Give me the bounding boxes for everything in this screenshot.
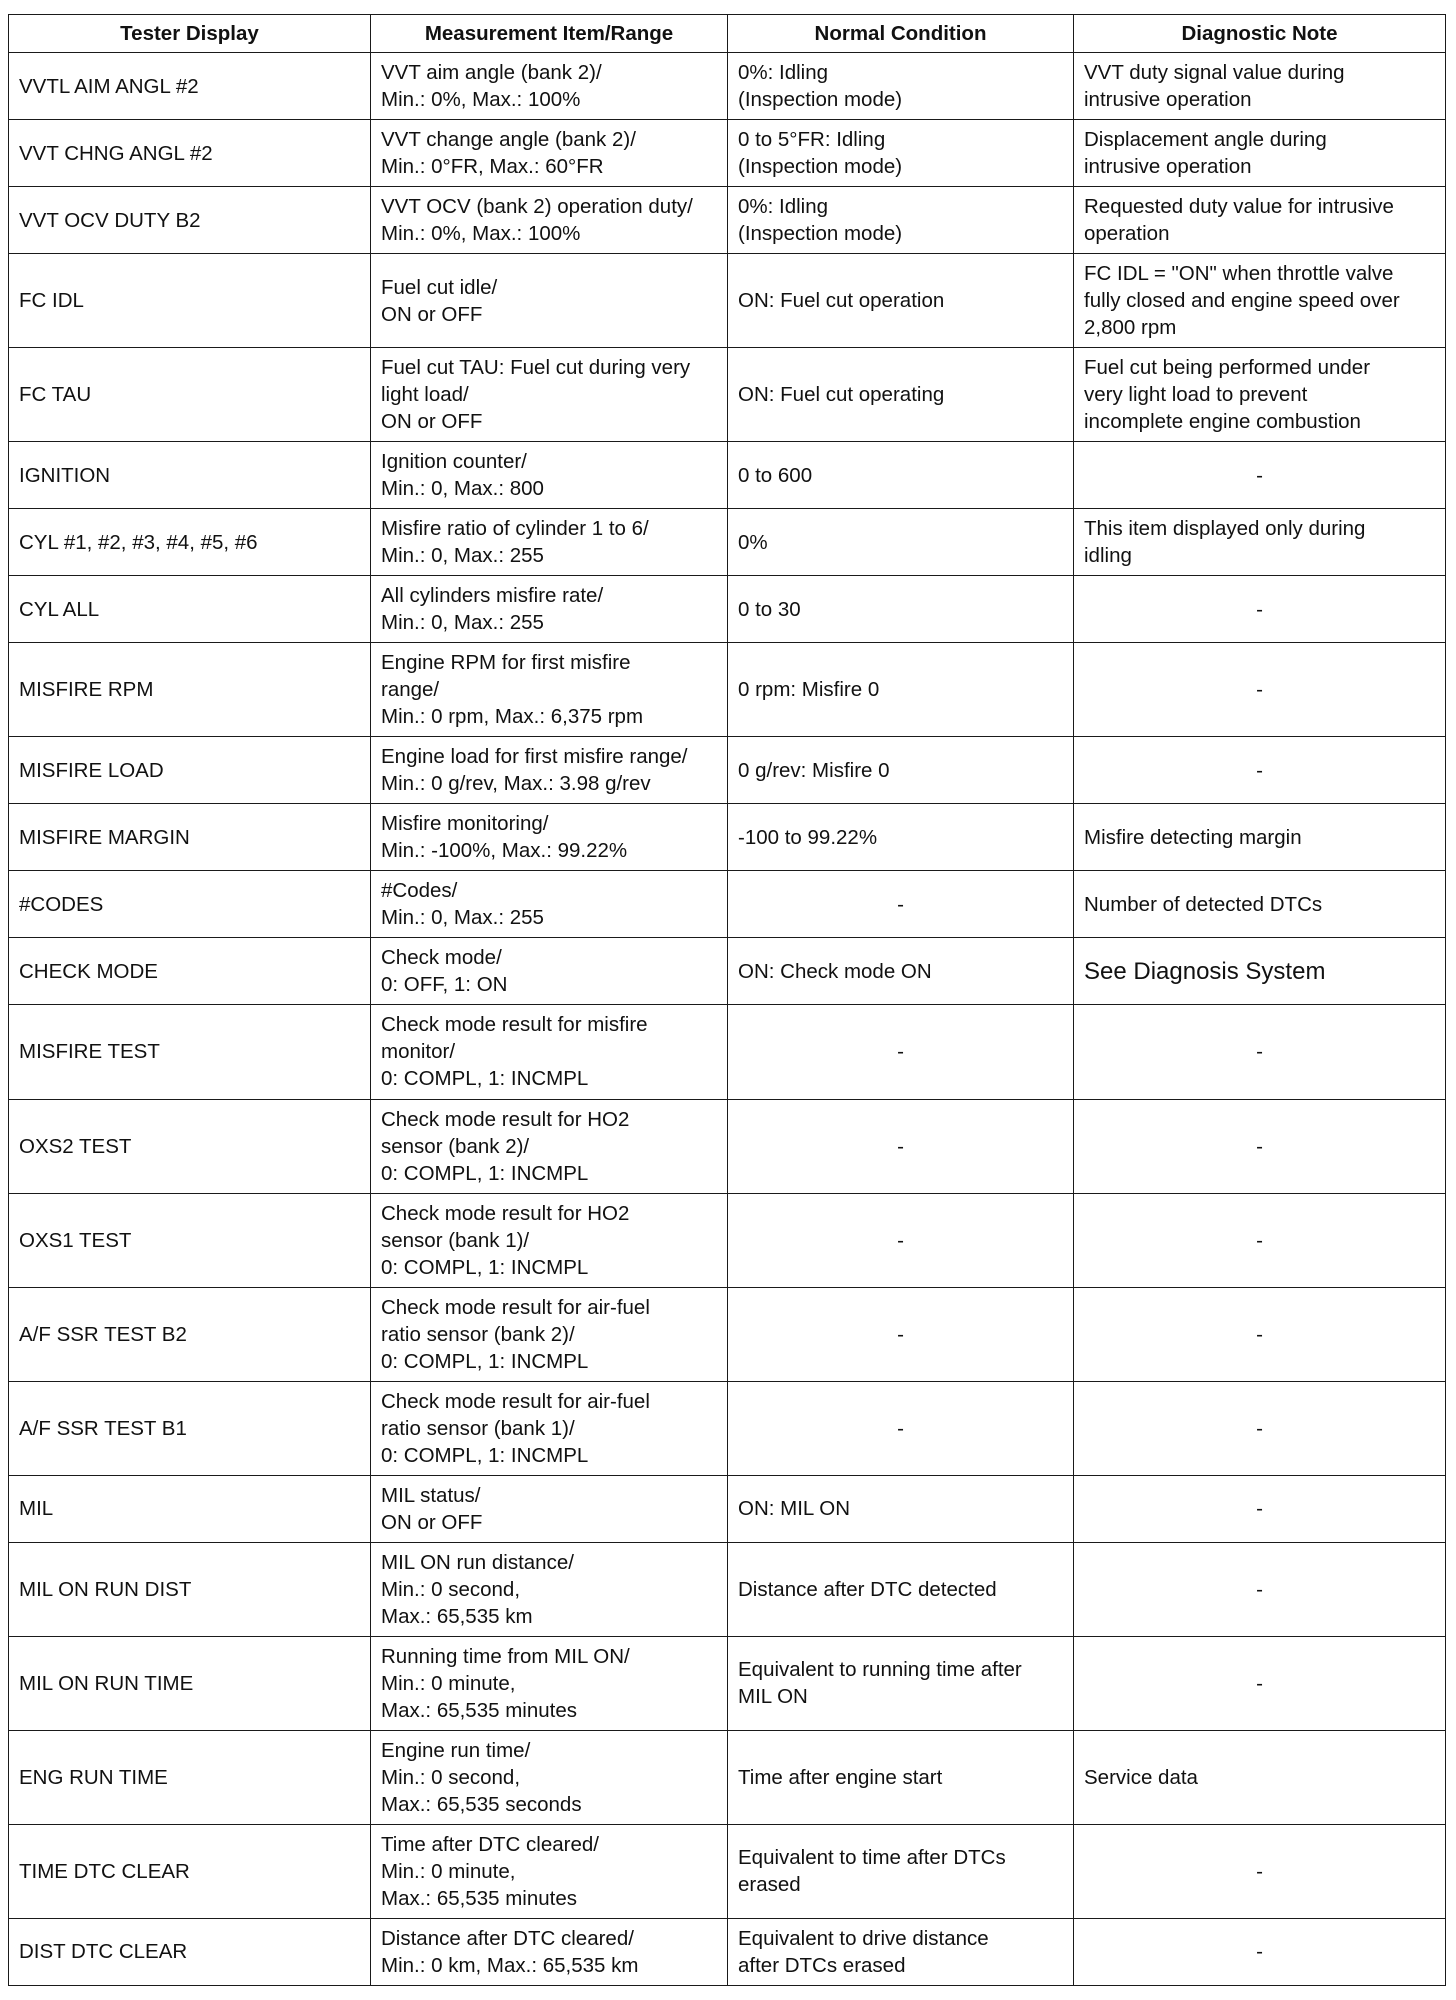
cell-tester-display: TIME DTC CLEAR: [9, 1824, 371, 1918]
cell-measurement-range: VVT OCV (bank 2) operation duty/ Min.: 0%, Max.: 100%: [371, 187, 728, 254]
cell-measurement-range: Check mode result for air-fuel ratio sensor (bank 1)/ 0: COMPL, 1: INCMPL: [371, 1381, 728, 1475]
cell-diagnostic-note: FC IDL = "ON" when throttle valve fully closed and engine speed over 2,800 rpm: [1074, 254, 1446, 348]
cell-measurement-range: Misfire ratio of cylinder 1 to 6/ Min.: 0, Max.: 255: [371, 509, 728, 576]
cell-diagnostic-note: -: [1074, 1918, 1446, 1985]
cell-tester-display: MIL: [9, 1475, 371, 1542]
cell-normal-condition: Distance after DTC detected: [728, 1542, 1074, 1636]
table-row: [9, 53, 1446, 120]
cell-normal-condition: 0%: [728, 509, 1074, 576]
table-row: [9, 804, 1446, 871]
cell-diagnostic-note: -: [1074, 442, 1446, 509]
cell-normal-condition: ON: MIL ON: [728, 1475, 1074, 1542]
cell-normal-condition: ON: Fuel cut operation: [728, 254, 1074, 348]
table-row: [9, 1099, 1446, 1193]
cell-normal-condition: ON: Fuel cut operating: [728, 348, 1074, 442]
table-row: [9, 938, 1446, 1005]
cell-diagnostic-note: -: [1074, 1193, 1446, 1287]
cell-diagnostic-note: -: [1074, 576, 1446, 643]
cell-measurement-range: VVT change angle (bank 2)/ Min.: 0°FR, Max.: 60°FR: [371, 120, 728, 187]
table-row: [9, 643, 1446, 737]
cell-diagnostic-note: Displacement angle during intrusive operation: [1074, 120, 1446, 187]
cell-tester-display: VVT CHNG ANGL #2: [9, 120, 371, 187]
table-row: [9, 1193, 1446, 1287]
table-row: [9, 442, 1446, 509]
cell-tester-display: MIL ON RUN DIST: [9, 1542, 371, 1636]
table-row: [9, 1636, 1446, 1730]
table-row: [9, 871, 1446, 938]
cell-measurement-range: All cylinders misfire rate/ Min.: 0, Max.: 255: [371, 576, 728, 643]
cell-tester-display: A/F SSR TEST B2: [9, 1287, 371, 1381]
cell-normal-condition: 0 to 30: [728, 576, 1074, 643]
cell-measurement-range: Misfire monitoring/ Min.: -100%, Max.: 99.22%: [371, 804, 728, 871]
tester-data-table: [8, 14, 1446, 1986]
cell-measurement-range: MIL ON run distance/ Min.: 0 second, Max.: 65,535 km: [371, 1542, 728, 1636]
cell-measurement-range: Check mode result for HO2 sensor (bank 1)/ 0: COMPL, 1: INCMPL: [371, 1193, 728, 1287]
table-row: [9, 1730, 1446, 1824]
cell-diagnostic-note: Service data: [1074, 1730, 1446, 1824]
table-row: [9, 254, 1446, 348]
cell-diagnostic-note: -: [1074, 1099, 1446, 1193]
table-row: [9, 348, 1446, 442]
table-row: [9, 1918, 1446, 1985]
table-row: [9, 1287, 1446, 1381]
cell-tester-display: CHECK MODE: [9, 938, 371, 1005]
cell-tester-display: MISFIRE RPM: [9, 643, 371, 737]
cell-normal-condition: Time after engine start: [728, 1730, 1074, 1824]
cell-measurement-range: Engine run time/ Min.: 0 second, Max.: 65,535 seconds: [371, 1730, 728, 1824]
cell-measurement-range: Fuel cut idle/ ON or OFF: [371, 254, 728, 348]
table-row: [9, 1005, 1446, 1099]
cell-normal-condition: -100 to 99.22%: [728, 804, 1074, 871]
cell-tester-display: MISFIRE MARGIN: [9, 804, 371, 871]
cell-tester-display: VVT OCV DUTY B2: [9, 187, 371, 254]
cell-measurement-range: Check mode result for air-fuel ratio sensor (bank 2)/ 0: COMPL, 1: INCMPL: [371, 1287, 728, 1381]
cell-diagnostic-note: -: [1074, 737, 1446, 804]
table-row: [9, 1542, 1446, 1636]
table-row: [9, 737, 1446, 804]
cell-tester-display: A/F SSR TEST B1: [9, 1381, 371, 1475]
table-row: [9, 576, 1446, 643]
cell-measurement-range: #Codes/ Min.: 0, Max.: 255: [371, 871, 728, 938]
header-diagnostic-note: Diagnostic Note: [1074, 15, 1446, 53]
cell-tester-display: OXS1 TEST: [9, 1193, 371, 1287]
table-body: [9, 53, 1446, 1986]
cell-tester-display: CYL ALL: [9, 576, 371, 643]
table-header: [9, 15, 1446, 53]
cell-normal-condition: -: [728, 1193, 1074, 1287]
cell-tester-display: MISFIRE LOAD: [9, 737, 371, 804]
cell-tester-display: MISFIRE TEST: [9, 1005, 371, 1099]
table-row: [9, 509, 1446, 576]
cell-measurement-range: VVT aim angle (bank 2)/ Min.: 0%, Max.: 100%: [371, 53, 728, 120]
cell-diagnostic-note: -: [1074, 643, 1446, 737]
cell-diagnostic-note: Misfire detecting margin: [1074, 804, 1446, 871]
table-row: [9, 1475, 1446, 1542]
cell-tester-display: DIST DTC CLEAR: [9, 1918, 371, 1985]
cell-measurement-range: Check mode result for misfire monitor/ 0: COMPL, 1: INCMPL: [371, 1005, 728, 1099]
cell-diagnostic-note: -: [1074, 1005, 1446, 1099]
table-row: [9, 187, 1446, 254]
cell-tester-display: FC IDL: [9, 254, 371, 348]
cell-tester-display: IGNITION: [9, 442, 371, 509]
cell-tester-display: MIL ON RUN TIME: [9, 1636, 371, 1730]
header-normal-condition: Normal Condition: [728, 15, 1074, 53]
cell-normal-condition: 0 g/rev: Misfire 0: [728, 737, 1074, 804]
header-row: [9, 15, 1446, 53]
cell-measurement-range: Check mode/ 0: OFF, 1: ON: [371, 938, 728, 1005]
cell-normal-condition: 0 rpm: Misfire 0: [728, 643, 1074, 737]
cell-measurement-range: Ignition counter/ Min.: 0, Max.: 800: [371, 442, 728, 509]
table-row: [9, 1381, 1446, 1475]
cell-measurement-range: Fuel cut TAU: Fuel cut during very light load/ ON or OFF: [371, 348, 728, 442]
cell-measurement-range: Engine RPM for first misfire range/ Min.: 0 rpm, Max.: 6,375 rpm: [371, 643, 728, 737]
cell-measurement-range: Time after DTC cleared/ Min.: 0 minute, Max.: 65,535 minutes: [371, 1824, 728, 1918]
cell-diagnostic-note: VVT duty signal value during intrusive operation: [1074, 53, 1446, 120]
cell-normal-condition: -: [728, 1287, 1074, 1381]
cell-diagnostic-note: -: [1074, 1542, 1446, 1636]
cell-tester-display: ENG RUN TIME: [9, 1730, 371, 1824]
cell-normal-condition: Equivalent to drive distance after DTCs erased: [728, 1918, 1074, 1985]
cell-diagnostic-note: -: [1074, 1475, 1446, 1542]
table-row: [9, 1824, 1446, 1918]
cell-diagnostic-note: -: [1074, 1381, 1446, 1475]
cell-normal-condition: 0%: Idling (Inspection mode): [728, 187, 1074, 254]
header-measurement-item: Measurement Item/Range: [371, 15, 728, 53]
cell-diagnostic-note: -: [1074, 1824, 1446, 1918]
cell-normal-condition: -: [728, 1099, 1074, 1193]
cell-measurement-range: Distance after DTC cleared/ Min.: 0 km, Max.: 65,535 km: [371, 1918, 728, 1985]
cell-diagnostic-note: -: [1074, 1287, 1446, 1381]
cell-measurement-range: MIL status/ ON or OFF: [371, 1475, 728, 1542]
cell-normal-condition: -: [728, 1381, 1074, 1475]
cell-diagnostic-note: Fuel cut being performed under very light load to prevent incomplete engine combustion: [1074, 348, 1446, 442]
table-row: [9, 120, 1446, 187]
cell-normal-condition: -: [728, 1005, 1074, 1099]
cell-normal-condition: Equivalent to time after DTCs erased: [728, 1824, 1074, 1918]
cell-normal-condition: 0 to 5°FR: Idling (Inspection mode): [728, 120, 1074, 187]
cell-normal-condition: Equivalent to running time after MIL ON: [728, 1636, 1074, 1730]
cell-normal-condition: ON: Check mode ON: [728, 938, 1074, 1005]
cell-diagnostic-note: -: [1074, 1636, 1446, 1730]
cell-diagnostic-note: See Diagnosis System: [1074, 938, 1446, 1005]
cell-tester-display: VVTL AIM ANGL #2: [9, 53, 371, 120]
cell-measurement-range: Running time from MIL ON/ Min.: 0 minute, Max.: 65,535 minutes: [371, 1636, 728, 1730]
cell-tester-display: #CODES: [9, 871, 371, 938]
cell-tester-display: OXS2 TEST: [9, 1099, 371, 1193]
cell-tester-display: CYL #1, #2, #3, #4, #5, #6: [9, 509, 371, 576]
header-tester-display: Tester Display: [9, 15, 371, 53]
cell-diagnostic-note: Requested duty value for intrusive operation: [1074, 187, 1446, 254]
cell-measurement-range: Engine load for first misfire range/ Min.: 0 g/rev, Max.: 3.98 g/rev: [371, 737, 728, 804]
cell-measurement-range: Check mode result for HO2 sensor (bank 2)/ 0: COMPL, 1: INCMPL: [371, 1099, 728, 1193]
cell-diagnostic-note: This item displayed only during idling: [1074, 509, 1446, 576]
cell-normal-condition: -: [728, 871, 1074, 938]
cell-tester-display: FC TAU: [9, 348, 371, 442]
cell-normal-condition: 0%: Idling (Inspection mode): [728, 53, 1074, 120]
cell-normal-condition: 0 to 600: [728, 442, 1074, 509]
cell-diagnostic-note: Number of detected DTCs: [1074, 871, 1446, 938]
